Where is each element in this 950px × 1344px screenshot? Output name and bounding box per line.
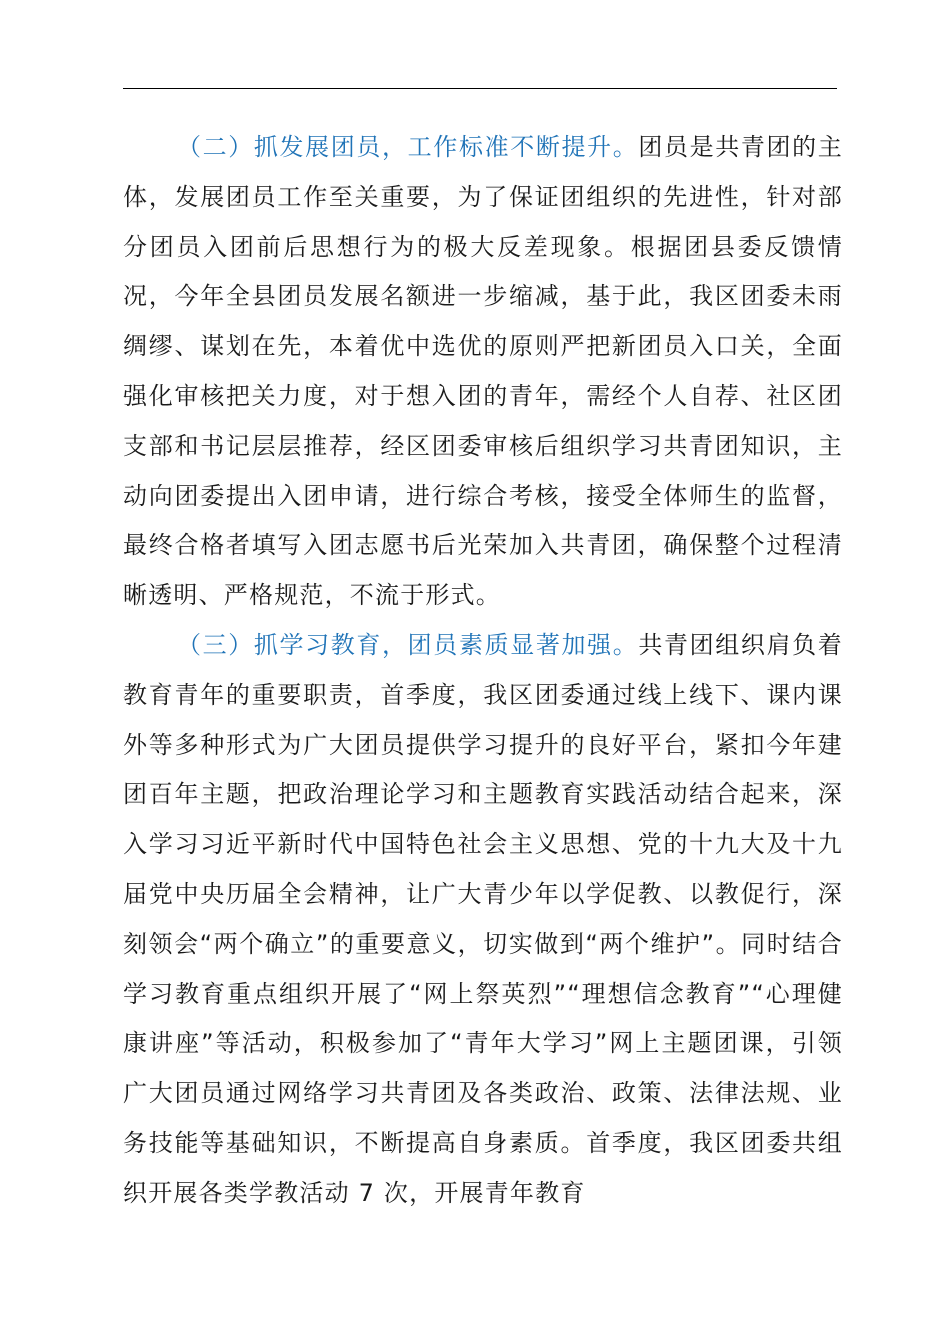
document-body [123,123,843,1219]
header-rule [123,88,837,89]
section-body-text: 团员是共青团的主体，发展团员工作至关重要，为了保证团组织的先进性，针对部分团员入团前后思想行为的极大反差现象。根据团县委反馈情况，今年全县团员发展名额进一步缩减，基于此，我区团委未雨绸缪、谋划在先，本着优中选优的原则严把新团员入口关，全面强化审核把关力度，对于想入团的青年，需经个人自荐、社区团支部和书记层层推荐，经区团委审核后组织学习共青团知识，主动向团委提出入团申请，进行综合考核，接受全体师生的监督，最终合格者填写入团志愿书后光荣加入共青团，确保整个过程清晰透明、严格规范，不流于形式。 [123,133,843,610]
section-heading: （三）抓学习教育，团员素质显著加强。 [177,630,639,659]
section-paragraph [123,123,843,621]
section-paragraph [123,621,843,1219]
section-heading: （二）抓发展团员，工作标准不断提升。 [177,133,639,161]
section-body-text: 共青团组织肩负着教育青年的重要职责，首季度，我区团委通过线上线下、课内课外等多种形式为广大团员提供学习提升的良好平台，紧扣今年建团百年主题，把政治理论学习和主题教育实践活动结合起来，深入学习习近平新时代中国特色社会主义思想、党的十九大及十九届党中央历届全会精神，让广大青少年以学促教、以教促行，深刻领会“两个确立”的重要意义，切实做到“两个维护”。同时结合学习教育重点组织开展了“网上祭英烈”“理想信念教育”“心理健康讲座”等活动，积极参加了“青年大学习”网上主题团课，引领广大团员通过网络学习共青团及各类政治、政策、法律法规、业务技能等基础知识，不断提高自身素质。首季度，我区团委共组织开展各类学教活动 7 次，开展青年教育 [123,630,843,1207]
